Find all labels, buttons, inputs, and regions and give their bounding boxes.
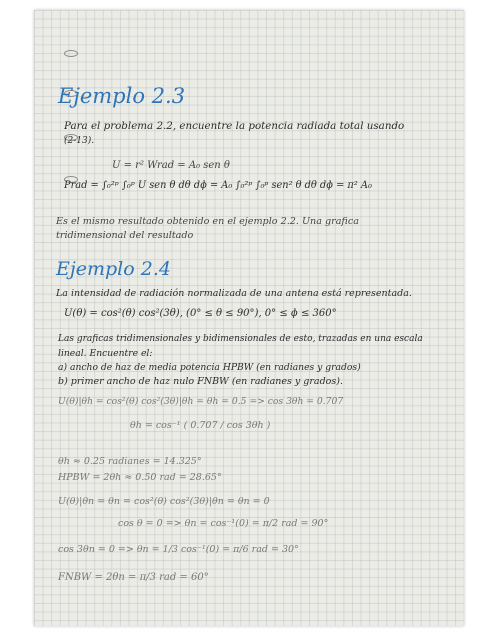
example-24-text-line1: Las graficas tridimensionales y bidimensionales de esto, trazadas en una escala [58, 334, 423, 344]
example-24-heading: Ejemplo 2.4 [56, 258, 171, 280]
example-24-equation-u: U(θ) = cos²(θ) cos²(3θ), (0° ≤ θ ≤ 90°), 0° ≤ ɸ ≤ 360° [64, 308, 337, 319]
example-24-calc-7: cos 3θn = 0 => θn = 1/3 cos⁻¹(0) = π/6 rad = 30° [58, 544, 299, 555]
example-23-equation-u: U = r² Wrad = A₀ sen θ [112, 160, 230, 171]
example-23-note-line1: Es el mismo resultado obtenido en el ejemplo 2.2. Una grafica [56, 216, 359, 227]
example-23-equation-prad: Prad = ∫₀²ᵖ ∫₀ᵖ U sen θ dθ dɸ = A₀ ∫₀²ᵖ ∫₀ᵖ sen² θ dθ dɸ = π² A₀ [64, 180, 372, 191]
example-23-problem-line2: (2-13). [64, 136, 95, 146]
example-23-heading: Ejemplo 2.3 [58, 84, 186, 108]
example-24-item-b: b) primer ancho de haz nulo FNBW (en radianes y grados). [58, 376, 343, 387]
example-24-calc-3: θh ≈ 0.25 radianes = 14.325° [58, 456, 202, 467]
example-24-calc-6: cos θ = 0 => θn = cos⁻¹(0) = π/2 rad = 90° [118, 518, 329, 529]
example-24-calc-1: U(θ)|θh = cos²(θ) cos²(3θ)|θh = θh = 0.5 => cos 3θh = 0.707 [58, 396, 344, 407]
example-24-calc-2: θh = cos⁻¹ ( 0.707 / cos 3θh ) [130, 420, 271, 431]
example-24-calc-8: FNBW = 2θn = π/3 rad = 60° [58, 572, 209, 583]
example-24-statement: La intensidad de radiación normalizada de una antena está representada. [56, 288, 412, 299]
example-23-note-line2: tridimensional del resultado [56, 230, 194, 241]
example-23-problem-line1: Para el problema 2.2, encuentre la potencia radiada total usando [64, 120, 405, 132]
example-24-calc-5: U(θ)|θn = θn = cos²(θ) cos²(3θ)|θn = θn = 0 [58, 496, 270, 507]
example-24-item-a: a) ancho de haz de media potencia HPBW (en radianes y grados) [58, 362, 361, 373]
example-24-calc-4: HPBW = 2θh ≈ 0.50 rad = 28.65° [58, 472, 222, 483]
example-24-text-line2: lineal. Encuentre el: [58, 348, 153, 359]
binder-ring [64, 50, 78, 57]
